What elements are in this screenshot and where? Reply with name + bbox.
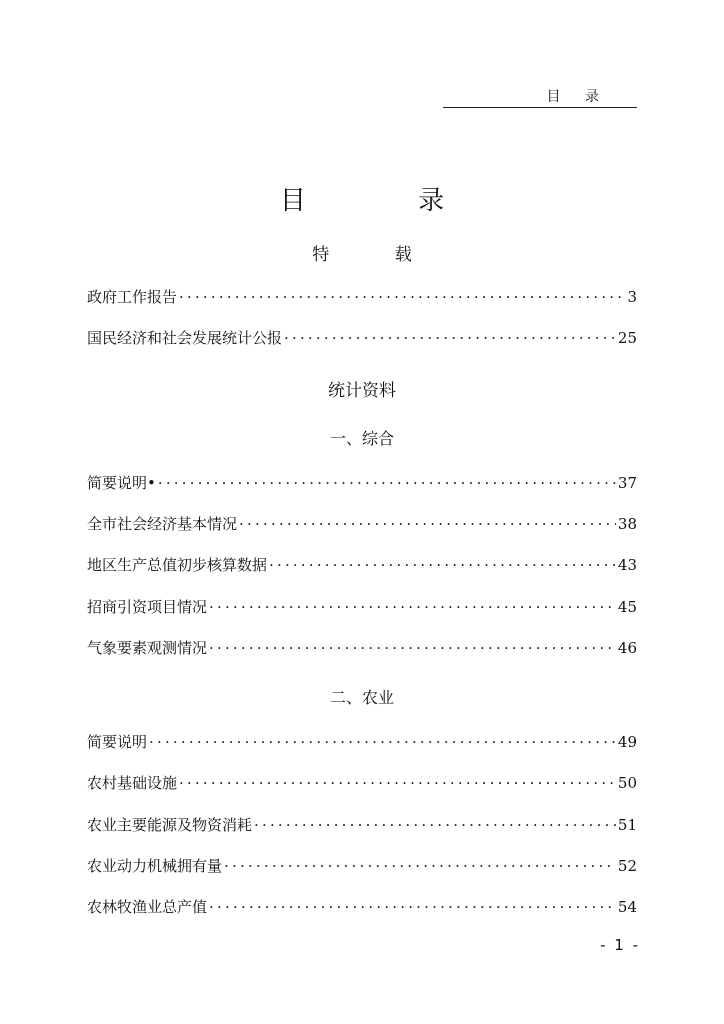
toc-entry-title: 农业动力机械拥有量 (87, 857, 223, 875)
toc-leader (224, 857, 616, 875)
toc-entry-page: 51 (617, 816, 637, 834)
toc-entry-page: 3 (627, 288, 637, 306)
toc-leader (179, 774, 616, 792)
toc-entry-title: 地区生产总值初步核算数据 (87, 556, 268, 574)
toc-entry-page: 46 (617, 639, 637, 657)
section-title-stats: 统计资料 (328, 381, 396, 401)
toc-entry-title: 气象要素观测情况 (87, 639, 208, 657)
toc-entry-page: 43 (617, 556, 637, 574)
toc-entry-page: 54 (617, 898, 637, 916)
toc-entry-page: 50 (617, 774, 637, 792)
group-title-agriculture: 二、农业 (329, 688, 394, 707)
toc-leader (179, 288, 625, 306)
toc-entry-title: 农村基础设施 (87, 774, 178, 792)
page-title: 目 录 (279, 186, 497, 216)
toc-entry[interactable] (87, 596, 637, 618)
group-title-general: 一、综合 (329, 429, 394, 448)
toc-leader (284, 329, 616, 347)
toc-entry-page: 45 (617, 598, 637, 616)
toc-entry-page: 38 (617, 515, 637, 533)
page-number: - 1 - (600, 936, 640, 954)
toc-entry-title: 简要说明 (87, 733, 148, 751)
toc-leader (239, 515, 616, 533)
toc-entry-title: 农林牧渔业总产值 (87, 898, 208, 916)
toc-entry[interactable] (87, 472, 637, 494)
toc-entry-page: 52 (617, 857, 637, 875)
toc-entry[interactable] (87, 513, 637, 535)
running-header: 目 录 (443, 86, 637, 108)
toc-entry[interactable] (87, 855, 637, 877)
toc-entry[interactable] (87, 814, 637, 836)
toc-entry-title: 简要说明• (87, 474, 156, 492)
toc-leader (254, 816, 616, 834)
toc-entry-page: 25 (617, 329, 637, 347)
section-title-special: 特 载 (312, 245, 442, 265)
toc-entry-title: 招商引资项目情况 (87, 598, 208, 616)
toc-leader (158, 474, 616, 492)
toc-leader (149, 733, 616, 751)
toc-leader (209, 639, 616, 657)
toc-entry[interactable] (87, 772, 637, 794)
toc-entry-page: 49 (617, 733, 637, 751)
toc-entry[interactable] (87, 327, 637, 349)
toc-entry[interactable] (87, 896, 637, 918)
toc-entry-title: 政府工作报告 (87, 288, 178, 306)
toc-entry-title: 国民经济和社会发展统计公报 (87, 329, 283, 347)
toc-entry-page: 37 (617, 474, 637, 492)
toc-leader (209, 898, 616, 916)
toc-entry[interactable] (87, 286, 637, 308)
toc-entry-title: 全市社会经济基本情况 (87, 515, 238, 533)
toc-leader (209, 598, 616, 616)
toc-entry[interactable] (87, 637, 637, 659)
toc-entry-title: 农业主要能源及物资消耗 (87, 816, 253, 834)
toc-entry[interactable] (87, 731, 637, 753)
toc-leader (269, 556, 616, 574)
toc-entry[interactable] (87, 554, 637, 576)
